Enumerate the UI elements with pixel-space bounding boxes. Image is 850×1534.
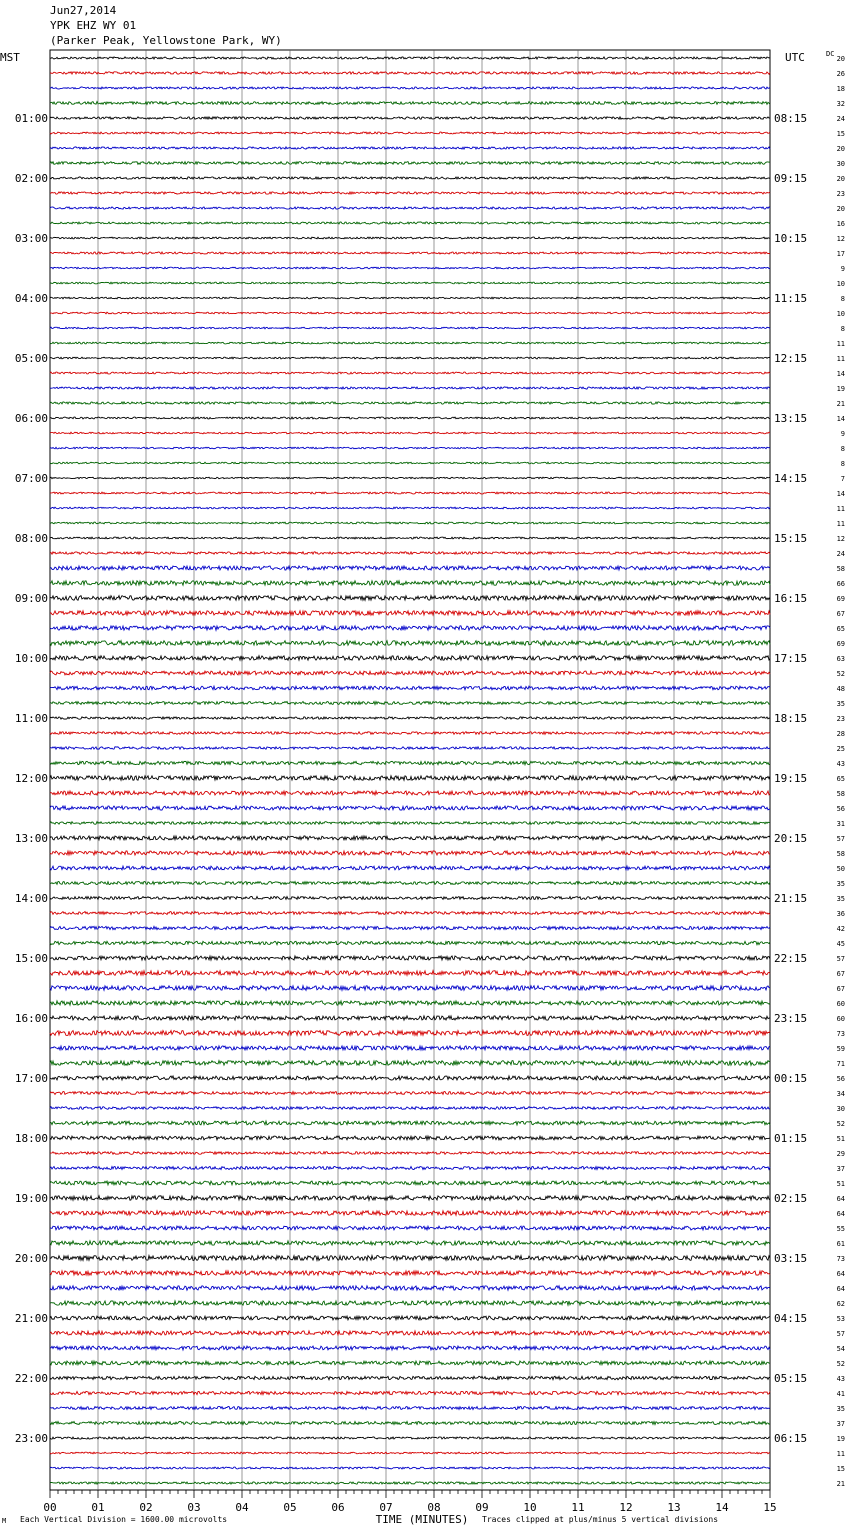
- trace-line: [50, 1452, 770, 1454]
- dc-offset-value: 11: [836, 1450, 845, 1458]
- dc-offset-value: 51: [836, 1180, 845, 1188]
- trace-line: [50, 1016, 770, 1020]
- trace-line: [50, 926, 770, 929]
- right-hour-label: 19:15: [774, 772, 808, 785]
- x-tick-label: 10: [523, 1501, 537, 1514]
- right-hour-label: 18:15: [774, 712, 808, 725]
- trace-line: [50, 282, 770, 284]
- left-hour-label: 14:00: [14, 892, 48, 905]
- dc-offset-value: 69: [836, 595, 845, 603]
- trace-line: [50, 882, 770, 885]
- station-location: (Parker Peak, Yellowstone Park, WY): [50, 34, 282, 47]
- trace-line: [50, 1181, 770, 1185]
- right-hour-label: 09:15: [774, 172, 808, 185]
- x-tick-label: 01: [91, 1501, 105, 1514]
- dc-offset-value: 35: [836, 700, 845, 708]
- trace-line: [50, 57, 770, 59]
- dc-offset-value: 31: [836, 820, 845, 828]
- left-hour-label: 13:00: [14, 832, 48, 845]
- plot-date: Jun27,2014: [50, 4, 117, 17]
- dc-offset-value: 58: [836, 850, 845, 858]
- x-tick-label: 00: [43, 1501, 57, 1514]
- trace-line: [50, 1256, 770, 1261]
- left-hour-label: 01:00: [14, 112, 48, 125]
- trace-line: [50, 791, 770, 795]
- dc-offset-value: 20: [836, 145, 845, 153]
- trace-line: [50, 1376, 770, 1379]
- trace-line: [50, 537, 770, 539]
- right-hour-label: 22:15: [774, 952, 808, 965]
- x-tick-label: 13: [667, 1501, 681, 1514]
- dc-offset-value: 19: [836, 1435, 845, 1443]
- trace-line: [50, 1031, 770, 1036]
- dc-offset-value: 23: [836, 190, 845, 198]
- right-hour-label: 23:15: [774, 1012, 808, 1025]
- dc-offset-value: 62: [836, 1300, 845, 1308]
- right-hour-label: 17:15: [774, 652, 808, 665]
- trace-line: [50, 372, 770, 374]
- dc-offset-value: 61: [836, 1240, 845, 1248]
- trace-line: [50, 971, 770, 976]
- trace-line: [50, 327, 770, 329]
- trace-line: [50, 462, 770, 464]
- dc-offset-value: 35: [836, 895, 845, 903]
- trace-line: [50, 1316, 770, 1320]
- right-axis-label: UTC: [785, 51, 805, 64]
- dc-offset-value: 8: [840, 445, 845, 453]
- dc-offset-value: 36: [836, 910, 845, 918]
- trace-line: [50, 237, 770, 239]
- left-hour-label: 19:00: [14, 1192, 48, 1205]
- right-hour-label: 12:15: [774, 352, 808, 365]
- dc-offset-value: 60: [836, 1000, 845, 1008]
- left-hour-label: 08:00: [14, 532, 48, 545]
- dc-offset-value: 67: [836, 985, 845, 993]
- dc-offset-value: 25: [836, 745, 845, 753]
- right-hour-label: 13:15: [774, 412, 808, 425]
- trace-line: [50, 1076, 770, 1080]
- trace-line: [50, 866, 770, 870]
- dc-offset-value: 64: [836, 1195, 845, 1203]
- trace-line: [50, 1196, 770, 1200]
- right-hour-label: 08:15: [774, 112, 808, 125]
- dc-offset-value: 58: [836, 565, 845, 573]
- trace-line: [50, 492, 770, 494]
- dc-offset-value: 52: [836, 670, 845, 678]
- trace-line: [50, 1001, 770, 1005]
- trace-line: [50, 822, 770, 825]
- trace-line: [50, 1422, 770, 1425]
- dc-offset-value: 29: [836, 1150, 845, 1158]
- dc-offset-value: 11: [836, 355, 845, 363]
- dc-offset-value: 15: [836, 130, 845, 138]
- dc-offset-value: 57: [836, 955, 845, 963]
- left-hour-label: 11:00: [14, 712, 48, 725]
- dc-offset-value: 65: [836, 775, 845, 783]
- right-hour-label: 14:15: [774, 472, 808, 485]
- trace-line: [50, 1152, 770, 1155]
- right-hour-label: 16:15: [774, 592, 808, 605]
- dc-offset-value: 71: [836, 1060, 845, 1068]
- trace-line: [50, 1167, 770, 1170]
- dc-offset-value: 9: [840, 430, 845, 438]
- dc-offset-value: 14: [836, 490, 845, 498]
- dc-offset-value: 24: [836, 115, 845, 123]
- right-hour-label: 20:15: [774, 832, 808, 845]
- dc-offset-value: 48: [836, 685, 845, 693]
- dc-offset-value: 11: [836, 340, 845, 348]
- trace-line: [50, 1286, 770, 1290]
- dc-offset-value: 34: [836, 1090, 845, 1098]
- dc-offset-value: 32: [836, 100, 845, 108]
- dc-offset-value: 50: [836, 865, 845, 873]
- trace-line: [50, 1136, 770, 1140]
- left-hour-label: 02:00: [14, 172, 48, 185]
- trace-line: [50, 897, 770, 900]
- right-hour-label: 03:15: [774, 1252, 808, 1265]
- trace-line: [50, 1092, 770, 1095]
- left-hour-label: 12:00: [14, 772, 48, 785]
- x-tick-label: 11: [571, 1501, 585, 1514]
- dc-offset-value: 57: [836, 835, 845, 843]
- left-axis-label: MST: [0, 51, 20, 64]
- trace-line: [50, 1121, 770, 1125]
- trace-line: [50, 656, 770, 660]
- trace-line: [50, 417, 770, 419]
- right-hour-label: 10:15: [774, 232, 808, 245]
- trace-line: [50, 851, 770, 855]
- trace-line: [50, 552, 770, 554]
- left-hour-label: 06:00: [14, 412, 48, 425]
- trace-line: [50, 702, 770, 705]
- x-tick-label: 08: [427, 1501, 441, 1514]
- dc-offset-value: 52: [836, 1120, 845, 1128]
- right-hour-label: 02:15: [774, 1192, 808, 1205]
- trace-line: [50, 1241, 770, 1245]
- dc-offset-value: 10: [836, 310, 845, 318]
- trace-line: [50, 222, 770, 224]
- trace-line: [50, 477, 770, 479]
- left-hour-label: 21:00: [14, 1312, 48, 1325]
- trace-line: [50, 581, 770, 585]
- trace-line: [50, 717, 770, 719]
- right-hour-label: 01:15: [774, 1132, 808, 1145]
- trace-line: [50, 207, 770, 209]
- trace-line: [50, 192, 770, 194]
- right-hour-label: 21:15: [774, 892, 808, 905]
- dc-offset-value: 43: [836, 760, 845, 768]
- trace-line: [50, 1346, 770, 1350]
- dc-offset-value: 20: [836, 175, 845, 183]
- trace-line: [50, 72, 770, 74]
- dc-offset-value: 26: [836, 70, 845, 78]
- dc-offset-value: 43: [836, 1375, 845, 1383]
- dc-offset-value: 21: [836, 1480, 845, 1488]
- dc-offset-value: 65: [836, 625, 845, 633]
- trace-line: [50, 806, 770, 810]
- trace-line: [50, 1211, 770, 1215]
- trace-line: [50, 522, 770, 524]
- trace-line: [50, 686, 770, 690]
- right-hour-label: 00:15: [774, 1072, 808, 1085]
- dc-offset-value: 37: [836, 1165, 845, 1173]
- station-code: YPK EHZ WY 01: [50, 19, 137, 32]
- dc-offset-value: 8: [840, 460, 845, 468]
- left-hour-label: 10:00: [14, 652, 48, 665]
- right-hour-label: 06:15: [774, 1432, 808, 1445]
- dc-offset-value: 18: [836, 85, 845, 93]
- trace-line: [50, 252, 770, 254]
- left-hour-label: 20:00: [14, 1252, 48, 1265]
- trace-line: [50, 747, 770, 749]
- trace-line: [50, 956, 770, 960]
- dc-label: DC: [826, 50, 835, 58]
- trace-line: [50, 447, 770, 449]
- trace-line: [50, 1061, 770, 1066]
- dc-offset-value: 55: [836, 1225, 845, 1233]
- trace-line: [50, 596, 770, 601]
- corner-mark: M: [2, 1517, 7, 1525]
- dc-offset-value: 28: [836, 730, 845, 738]
- dc-offset-value: 64: [836, 1285, 845, 1293]
- x-tick-label: 07: [379, 1501, 393, 1514]
- dc-offset-value: 24: [836, 550, 845, 558]
- trace-line: [50, 162, 770, 165]
- trace-line: [50, 117, 770, 119]
- left-hour-label: 16:00: [14, 1012, 48, 1025]
- dc-offset-value: 8: [840, 325, 845, 333]
- left-hour-label: 22:00: [14, 1372, 48, 1385]
- dc-offset-value: 73: [836, 1255, 845, 1263]
- dc-offset-value: 21: [836, 400, 845, 408]
- left-hour-label: 03:00: [14, 232, 48, 245]
- left-hour-label: 23:00: [14, 1432, 48, 1445]
- trace-line: [50, 1361, 770, 1365]
- trace-line: [50, 776, 770, 780]
- trace-line: [50, 732, 770, 735]
- trace-line: [50, 102, 770, 105]
- dc-offset-value: 54: [836, 1345, 845, 1353]
- left-hour-label: 18:00: [14, 1132, 48, 1145]
- dc-offset-value: 57: [836, 1330, 845, 1338]
- trace-line: [50, 342, 770, 344]
- trace-line: [50, 941, 770, 944]
- dc-offset-value: 53: [836, 1315, 845, 1323]
- dc-offset-value: 30: [836, 160, 845, 168]
- dc-offset-value: 59: [836, 1045, 845, 1053]
- x-tick-label: 09: [475, 1501, 489, 1514]
- dc-offset-value: 10: [836, 280, 845, 288]
- dc-offset-value: 58: [836, 790, 845, 798]
- trace-line: [50, 1331, 770, 1335]
- dc-offset-value: 66: [836, 580, 845, 588]
- trace-line: [50, 357, 770, 359]
- dc-offset-value: 7: [840, 475, 845, 483]
- x-tick-label: 02: [139, 1501, 153, 1514]
- trace-line: [50, 1271, 770, 1275]
- trace-line: [50, 267, 770, 269]
- trace-line: [50, 626, 770, 630]
- dc-offset-value: 35: [836, 1405, 845, 1413]
- dc-offset-value: 73: [836, 1030, 845, 1038]
- trace-line: [50, 147, 770, 149]
- right-hour-label: 04:15: [774, 1312, 808, 1325]
- x-tick-label: 03: [187, 1501, 201, 1514]
- x-tick-label: 15: [763, 1501, 777, 1514]
- trace-line: [50, 1107, 770, 1110]
- dc-offset-value: 67: [836, 970, 845, 978]
- dc-offset-value: 35: [836, 880, 845, 888]
- dc-offset-value: 12: [836, 535, 845, 543]
- dc-offset-value: 14: [836, 370, 845, 378]
- dc-offset-value: 51: [836, 1135, 845, 1143]
- trace-line: [50, 1226, 770, 1230]
- dc-offset-value: 56: [836, 805, 845, 813]
- dc-offset-value: 64: [836, 1270, 845, 1278]
- dc-offset-value: 60: [836, 1015, 845, 1023]
- dc-offset-value: 15: [836, 1465, 845, 1473]
- trace-line: [50, 297, 770, 299]
- left-hour-label: 17:00: [14, 1072, 48, 1085]
- dc-offset-value: 8: [840, 295, 845, 303]
- scale-note: Each Vertical Division = 1600.00 microvolts: [20, 1515, 228, 1524]
- dc-offset-value: 69: [836, 640, 845, 648]
- right-hour-label: 15:15: [774, 532, 808, 545]
- dc-offset-value: 23: [836, 715, 845, 723]
- dc-offset-value: 11: [836, 505, 845, 513]
- dc-offset-value: 19: [836, 385, 845, 393]
- dc-offset-value: 41: [836, 1390, 845, 1398]
- x-tick-label: 04: [235, 1501, 249, 1514]
- trace-line: [50, 387, 770, 389]
- dc-offset-value: 30: [836, 1105, 845, 1113]
- dc-offset-value: 17: [836, 250, 845, 258]
- dc-offset-value: 11: [836, 520, 845, 528]
- trace-line: [50, 671, 770, 675]
- trace-line: [50, 1467, 770, 1469]
- trace-line: [50, 1301, 770, 1305]
- trace-line: [50, 87, 770, 89]
- dc-offset-value: 12: [836, 235, 845, 243]
- trace-line: [50, 507, 770, 509]
- x-axis-title: TIME (MINUTES): [375, 1513, 469, 1526]
- trace-line: [50, 641, 770, 646]
- trace-line: [50, 1437, 770, 1439]
- dc-offset-value: 20: [836, 205, 845, 213]
- x-tick-label: 14: [715, 1501, 729, 1514]
- trace-line: [50, 836, 770, 840]
- trace-line: [50, 1407, 770, 1410]
- trace-line: [50, 177, 770, 179]
- dc-offset-value: 56: [836, 1075, 845, 1083]
- trace-line: [50, 761, 770, 764]
- trace-line: [50, 1046, 770, 1050]
- trace-line: [50, 312, 770, 314]
- dc-offset-value: 37: [836, 1420, 845, 1428]
- dc-offset-value: 16: [836, 220, 845, 228]
- trace-line: [50, 986, 770, 991]
- x-tick-label: 06: [331, 1501, 345, 1514]
- trace-line: [50, 611, 770, 616]
- left-hour-label: 05:00: [14, 352, 48, 365]
- dc-offset-value: 52: [836, 1360, 845, 1368]
- dc-offset-value: 63: [836, 655, 845, 663]
- left-hour-label: 04:00: [14, 292, 48, 305]
- right-hour-label: 11:15: [774, 292, 808, 305]
- left-hour-label: 15:00: [14, 952, 48, 965]
- trace-line: [50, 1391, 770, 1394]
- left-hour-label: 09:00: [14, 592, 48, 605]
- x-tick-label: 05: [283, 1501, 297, 1514]
- clip-note: Traces clipped at plus/minus 5 vertical divisions: [482, 1515, 719, 1524]
- x-tick-label: 12: [619, 1501, 633, 1514]
- dc-offset-value: 9: [840, 265, 845, 273]
- left-hour-label: 07:00: [14, 472, 48, 485]
- dc-offset-value: 14: [836, 415, 845, 423]
- trace-line: [50, 566, 770, 570]
- dc-offset-value: 42: [836, 925, 845, 933]
- dc-offset-value: 45: [836, 940, 845, 948]
- trace-line: [50, 912, 770, 915]
- dc-offset-value: 67: [836, 610, 845, 618]
- right-hour-label: 05:15: [774, 1372, 808, 1385]
- trace-line: [50, 132, 770, 134]
- trace-line: [50, 402, 770, 404]
- dc-offset-value: 20: [836, 55, 845, 63]
- trace-line: [50, 1482, 770, 1484]
- dc-offset-value: 64: [836, 1210, 845, 1218]
- trace-line: [50, 432, 770, 434]
